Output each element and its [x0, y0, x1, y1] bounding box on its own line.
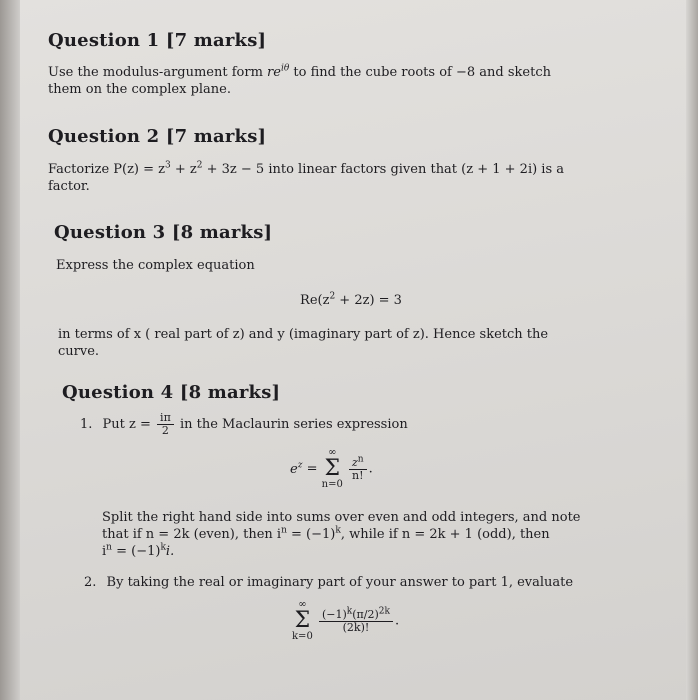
maclaurin-series-equation: $e^z$ = ∞ Σ n=0 $\frac{z^n}{n!}$ . [290, 447, 373, 490]
question-2-body [48, 161, 648, 195]
page-shadow-right [686, 0, 698, 700]
question-4-title: Question 4 [8 marks] [62, 382, 281, 403]
question-1-body [48, 64, 648, 98]
question-3 [54, 222, 272, 243]
question-3-title: Question 3 [8 marks] [54, 222, 273, 243]
question-4-item-1-body: Split the right hand side into sums over even and odd integers, and note that if n = 2k (even), then $i^n = (-1)^k$, while if n = 2k + 1 (odd), then $i^n = (-1)^ki$. [102, 510, 581, 559]
question-4-item-1-intro: 1. Put z = $\frac{i\pi}{2}$ in the Maclaurin series expression [80, 411, 408, 437]
question-2 [48, 126, 266, 147]
question-4-item-2-intro: 2. By taking the real or imaginary part of your answer to part 1, evaluate [84, 575, 574, 590]
series-to-evaluate: ∞ Σ k=0 $\frac{(-1)^k(\pi/2)^{2k}}{(2k)!}$ . [292, 599, 400, 642]
question-4 [62, 382, 280, 403]
question-3-body [58, 326, 658, 360]
question-3-equation: $Re(z^2 + 2z) = 3$ [300, 291, 402, 308]
item-1-number: 1. [80, 417, 93, 432]
question-1-line-1: Use the modulus-argument form $re^{i\theta}$ to find the cube roots of −8 and sketch [48, 63, 551, 80]
polar-form: $re^{i\theta}$ [267, 63, 290, 80]
question-1-title: Question 1 [7 marks] [48, 30, 267, 51]
question-2-line-2: factor. [48, 179, 90, 194]
question-3-line-2: curve. [58, 344, 100, 359]
question-2-line-1: Factorize $P(z) = z^3 + z^2 + 3z - 5$ into linear factors given that (z + 1 + 2i) is a [48, 160, 565, 177]
question-3-intro: Express the complex equation [56, 258, 255, 273]
question-1-line-2: them on the complex plane. [48, 82, 232, 97]
item-2-number: 2. [84, 575, 97, 590]
question-1 [48, 30, 266, 51]
question-3-line-1: in terms of x ( real part of z) and y (imaginary part of z). Hence sketch the [58, 327, 549, 342]
sigma-n: ∞ Σ n=0 [321, 447, 343, 490]
page-shadow-left [0, 0, 20, 700]
question-2-title: Question 2 [7 marks] [48, 126, 267, 147]
i-pi-over-2-fraction: $\frac{i\pi}{2}$ [157, 412, 174, 437]
sigma-k: ∞ Σ k=0 [292, 599, 313, 642]
